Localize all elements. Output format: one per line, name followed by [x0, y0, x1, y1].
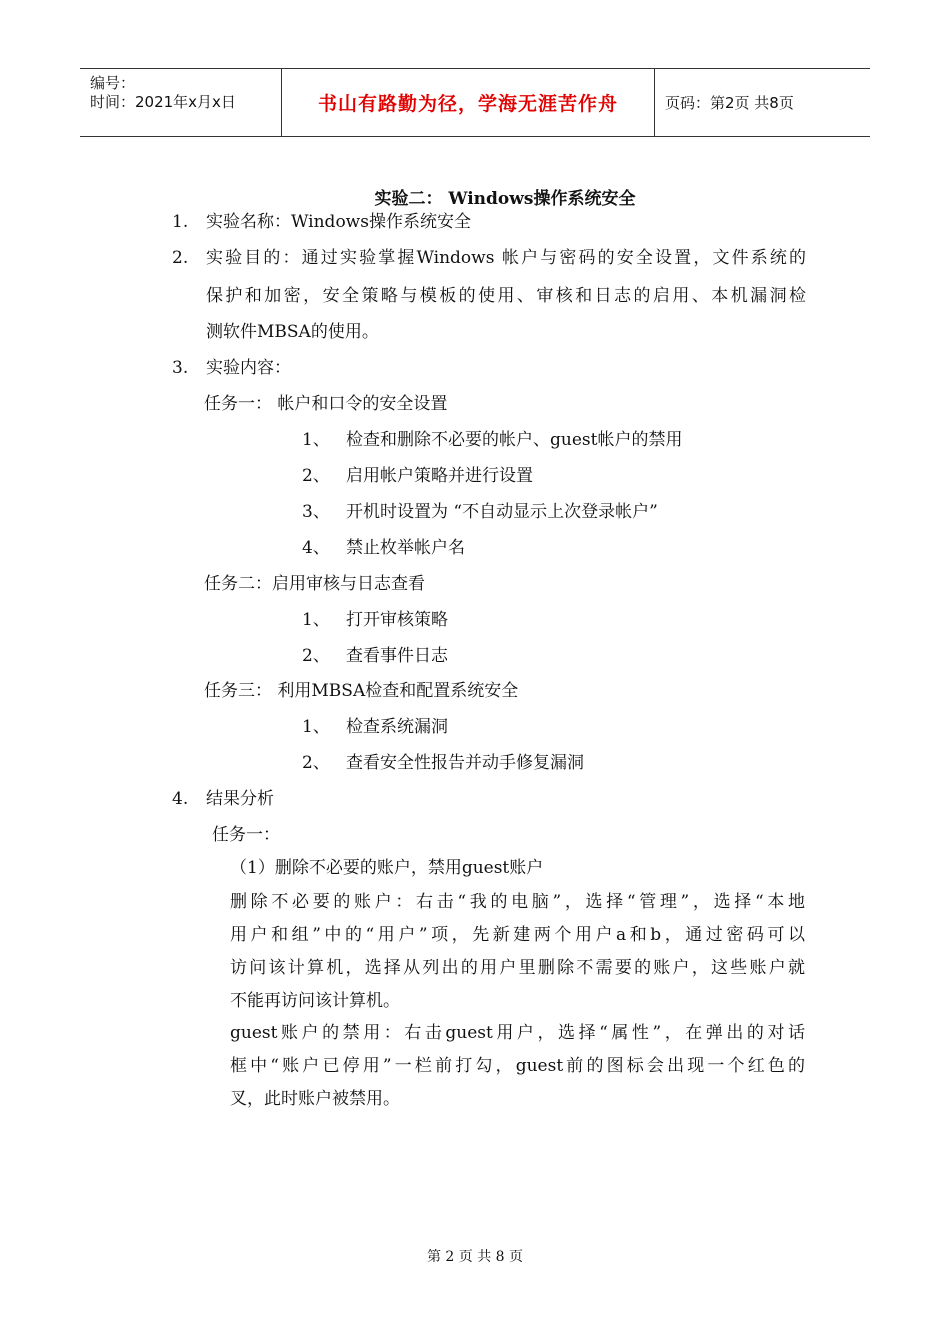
task-3-heading: 任务三： 利用MBSA检查和配置系统安全: [204, 681, 519, 701]
result-task-1-heading: 任务一：: [212, 825, 280, 845]
task-1-step-4: 禁止枚举帐户名: [346, 538, 465, 558]
task-2-step-1-num: 1、: [302, 610, 330, 630]
para-2-line-3: 叉，此时账户被禁用。: [230, 1089, 400, 1109]
page-footer: 第 2 页 共 8 页: [426, 1249, 524, 1265]
task-2-step-2-num: 2、: [302, 646, 330, 666]
para-1-line-1: 删除不必要的账户：右击“我的电脑”，选择“管理”，选择“本地: [230, 892, 805, 912]
task-2-step-1: 打开审核策略: [346, 610, 448, 630]
item-2-line-1: 实验目的：通过实验掌握Windows 帐户与密码的安全设置，文件系统的: [206, 248, 806, 268]
para-2-line-1: guest账户的禁用：右击guest用户，选择“属性”，在弹出的对话: [230, 1023, 805, 1043]
task-1-step-2-num: 2、: [302, 466, 330, 486]
time-label: 时间：2021年x月x日: [90, 93, 236, 111]
task-1-step-3-num: 3、: [302, 502, 330, 522]
task-1-step-4-num: 4、: [302, 538, 330, 558]
task-3-step-1: 检查系统漏洞: [346, 717, 448, 737]
task-1-step-1-num: 1、: [302, 430, 330, 450]
task-1-step-2: 启用帐户策略并进行设置: [346, 466, 533, 486]
page-label: 页码：第2页 共8页: [665, 94, 794, 112]
task-1-heading: 任务一： 帐户和口令的安全设置: [204, 394, 448, 414]
para-1-line-2: 用户和组”中的“用户”项，先新建两个用户a和b，通过密码可以: [230, 925, 805, 945]
number-label: 编号：: [90, 74, 136, 92]
motto-text: 书山有路勤为径，学海无涯苦作舟: [317, 93, 618, 115]
header-table: [80, 68, 870, 137]
para-1-line-4: 不能再访问该计算机。: [230, 991, 400, 1011]
item-2-line-3: 测软件MBSA的使用。: [206, 322, 379, 342]
item-3-text: 实验内容：: [206, 358, 291, 378]
task-2-heading: 任务二：启用审核与日志查看: [204, 574, 425, 594]
header-info-cell: [80, 69, 282, 136]
header-motto-cell: [282, 69, 655, 136]
item-4-text: 结果分析: [206, 789, 274, 809]
item-2-line-2: 保护和加密，安全策略与模板的使用、审核和日志的启用、本机漏洞检: [206, 286, 806, 306]
task-1-step-1: 检查和删除不必要的帐户、guest帐户的禁用: [346, 430, 683, 450]
task-3-step-1-num: 1、: [302, 717, 330, 737]
document-title: 实验二： Windows操作系统安全: [374, 189, 636, 209]
result-sub-1: （1）删除不必要的账户，禁用guest账户: [230, 858, 544, 878]
task-1-step-3: 开机时设置为 “不自动显示上次登录帐户”: [346, 502, 658, 522]
task-2-step-2: 查看事件日志: [346, 646, 448, 666]
para-2-line-2: 框中“账户已停用”一栏前打勾，guest前的图标会出现一个红色的: [230, 1056, 805, 1076]
para-1-line-3: 访问该计算机，选择从列出的用户里删除不需要的账户，这些账户就: [230, 958, 805, 978]
task-3-step-2-num: 2、: [302, 753, 330, 773]
item-1-text: 实验名称：Windows操作系统安全: [206, 212, 471, 232]
task-3-step-2: 查看安全性报告并动手修复漏洞: [346, 753, 584, 773]
